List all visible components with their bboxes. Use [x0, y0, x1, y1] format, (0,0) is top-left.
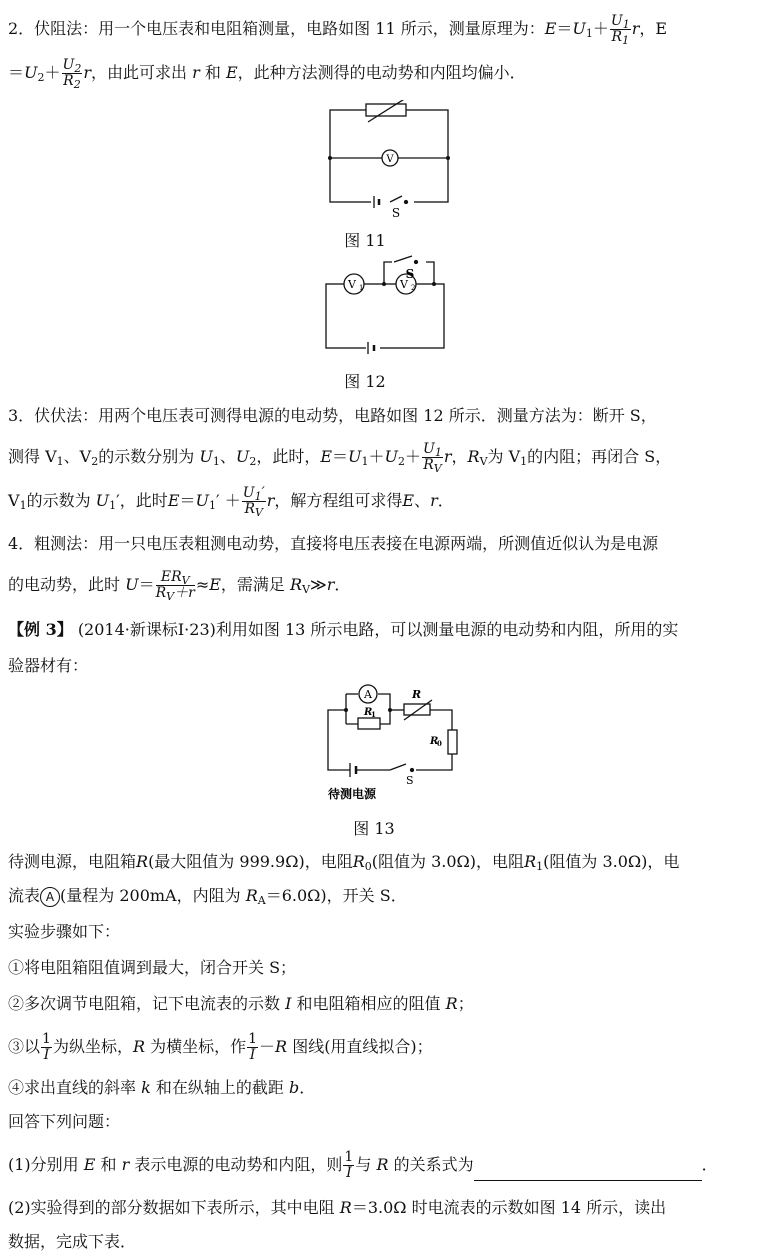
sub: V: [166, 590, 175, 603]
circuit-wire: [430, 710, 452, 730]
text: ＋: [44, 63, 61, 82]
fraction-ERV: [156, 570, 195, 601]
text: ＋: [405, 447, 422, 466]
text: (量程为 200mA，内阻为: [60, 886, 241, 905]
var-U: U: [195, 491, 209, 510]
figure-12-circuit: [318, 248, 478, 358]
fraction-1-over-I: [343, 1150, 354, 1181]
questions-title: [8, 1112, 120, 1132]
var-E: E: [544, 19, 557, 38]
text: U: [423, 441, 435, 457]
var-r: r: [121, 1155, 130, 1174]
text: 、V: [63, 447, 92, 466]
sub: V: [479, 455, 488, 468]
text: ④求出直线的斜率: [8, 1078, 137, 1097]
v1-sub: 1: [359, 284, 364, 292]
text: ＝: [332, 447, 349, 466]
text: 3．伏伏法：用两个电压表可测得电源的电动势，电路如图 12 所示．测量方法为：断开 S，: [8, 406, 657, 425]
text: ′: [116, 491, 120, 510]
text: ＋: [224, 491, 241, 510]
junction-dot: [432, 282, 436, 286]
switch-label: S: [405, 267, 415, 281]
text: U: [610, 13, 623, 29]
text: R: [155, 585, 167, 601]
var-R: R: [352, 852, 365, 871]
sub: 0: [364, 860, 372, 873]
sub: 1: [585, 27, 593, 40]
var-U: U: [572, 19, 586, 38]
text: ．: [437, 491, 454, 510]
figure-11-caption: 图 11: [344, 231, 386, 250]
text: r: [188, 585, 195, 601]
var-r: r: [430, 491, 438, 510]
text: 为纵坐标，: [52, 1037, 133, 1056]
sec3-line1: [8, 406, 657, 426]
text: ，需满足: [220, 575, 285, 594]
sub: 1: [212, 455, 220, 468]
text: ，解方程组可求得: [274, 491, 403, 510]
text: 的电动势，此时: [8, 575, 121, 594]
var-R: R: [275, 1037, 288, 1056]
switch-blade: [390, 764, 406, 770]
text: ＝: [556, 19, 573, 38]
circuit-wire: [326, 284, 444, 348]
text: －: [259, 1037, 276, 1056]
text: ．: [334, 575, 351, 594]
v1-label: V: [348, 278, 356, 291]
text: ≈: [195, 575, 210, 594]
text: ′: [216, 491, 220, 510]
r0-label: R: [430, 736, 439, 747]
question-2-line1: [8, 1198, 666, 1218]
switch-contact: [415, 261, 418, 264]
text: R: [244, 501, 256, 517]
var-E: E: [320, 447, 333, 466]
sec2-line2: [8, 58, 526, 89]
text: (2014·新课标Ⅰ·23)利用如图 13 所示电路，可以测量电源的电动势和内阻，所用的实: [77, 620, 679, 639]
r1-label: R: [364, 707, 373, 718]
text: ．: [299, 1078, 316, 1097]
var-E: E: [83, 1155, 96, 1174]
sub: V: [255, 506, 263, 519]
fraction-U1-R1: [610, 14, 631, 45]
sub: 1: [361, 455, 369, 468]
text: (阻值为 3.0Ω)，电: [543, 852, 680, 871]
var-R: R: [376, 1155, 389, 1174]
text: ，此种方法测得的电动势和内阻均偏小．: [237, 63, 526, 82]
steps-title: [8, 922, 120, 942]
question-1: [8, 1150, 718, 1181]
text: 4．粗测法：用一只电压表粗测电动势，直接将电压表接在电源两端，所测值近似认为是电源: [8, 534, 659, 553]
var-E: E: [402, 491, 415, 510]
text: 2．伏阻法：用一个电压表和电阻箱测量，电路如图 11 所示，测量原理为：: [8, 19, 545, 38]
sub: 1: [520, 455, 528, 468]
var-R: R: [467, 447, 480, 466]
text: 、: [414, 491, 431, 510]
example-line2: [8, 656, 88, 676]
var-E: E: [225, 63, 238, 82]
text: U: [242, 485, 255, 501]
figure-13-caption: 图 13: [353, 819, 395, 838]
text: R: [611, 29, 623, 45]
text: 、: [219, 447, 236, 466]
r0-sub: 0: [437, 739, 442, 748]
text: 表示电源的电动势和内阻，则: [134, 1155, 343, 1174]
var-R: R: [524, 852, 537, 871]
sub: 1: [536, 860, 544, 873]
fraction-U2-R2: [62, 58, 83, 89]
text: E: [160, 569, 172, 585]
voltmeter-label: V: [386, 154, 394, 165]
junction-dot: [446, 156, 450, 160]
junction-dot: [328, 156, 332, 160]
step-3: [8, 1032, 433, 1063]
text: 的示数分别为: [98, 447, 195, 466]
text: ，E: [639, 19, 668, 38]
ammeter-symbol: A: [40, 887, 60, 907]
sub: 2: [398, 455, 406, 468]
fraction-1-over-I: [41, 1032, 52, 1063]
text: ＝: [179, 491, 196, 510]
text: 的示数为: [26, 491, 91, 510]
text: V: [8, 491, 20, 510]
switch-label: S: [391, 206, 401, 220]
sub: 1: [19, 499, 27, 512]
text: 和: [204, 63, 221, 82]
text: I: [346, 1165, 352, 1181]
text: 流表: [8, 886, 41, 905]
r1-sub: 1: [371, 710, 376, 719]
text: 的关系式为: [393, 1155, 474, 1174]
text: R: [171, 569, 182, 585]
sub: 2: [73, 78, 81, 91]
text: U: [62, 57, 75, 73]
sub: 2: [74, 62, 82, 75]
sub: V: [302, 583, 311, 596]
text: ′: [261, 485, 265, 501]
text: ③以: [8, 1037, 41, 1056]
sec3-line2: 测得 $V_1$、$V_2$的示数分别为 $U_1$、$U_2$，此时，$E=U_1+U_2+$ $\frac{U_1}{R_V}$ r，$R_V$为 $V_1$的内阻；再闭合 S，: [8, 441, 672, 475]
var-I: I: [285, 994, 292, 1013]
figure-12-caption: 图 12: [344, 372, 386, 391]
text: ＋: [174, 585, 189, 601]
var-r: r: [443, 447, 452, 466]
resistance-box-r: [404, 704, 430, 715]
text: ＝: [8, 63, 25, 82]
text: 1: [344, 1149, 354, 1165]
source-label: 待测电源: [328, 787, 377, 801]
sub: A: [257, 894, 266, 907]
text: ②多次调节电阻箱，记下电流表的示数: [8, 994, 281, 1013]
var-R: R: [136, 852, 149, 871]
text: 为横坐标，作: [150, 1037, 247, 1056]
var-r: r: [326, 575, 335, 594]
text: 测得 V: [8, 447, 57, 466]
text: ＋: [368, 447, 385, 466]
sub: 1: [109, 499, 117, 512]
var-E: E: [167, 491, 180, 510]
text: 1: [42, 1031, 51, 1047]
var-U: U: [348, 447, 362, 466]
sub: 1: [209, 499, 216, 512]
v2-sub: 2: [411, 284, 416, 292]
sub: 1: [254, 490, 262, 503]
var-E: E: [209, 575, 221, 594]
text: 和电阻箱相应的阻值: [296, 994, 441, 1013]
sub: V: [181, 574, 190, 587]
text: 实验步骤如下：: [8, 922, 121, 941]
var-U: U: [95, 491, 110, 510]
question-2-line2: [8, 1232, 136, 1252]
junction-dot: [382, 282, 386, 286]
var-R: R: [132, 1037, 145, 1056]
materials-line1: [8, 852, 679, 872]
var-b: b: [289, 1078, 300, 1097]
circuit-wire: [416, 754, 452, 770]
var-R: R: [339, 1198, 352, 1217]
sub: 2: [249, 455, 257, 468]
step-2: [8, 994, 474, 1014]
materials-line2: [8, 886, 407, 907]
text: ＋: [592, 19, 609, 38]
var-U: U: [235, 447, 250, 466]
var-U: U: [24, 63, 38, 82]
step-4: [8, 1078, 315, 1098]
text: 和在纵轴上的截距: [155, 1078, 284, 1097]
sub: 2: [91, 455, 99, 468]
var-U: U: [199, 447, 213, 466]
switch-label: S: [406, 774, 414, 787]
fraction-U1p-RV: [242, 486, 266, 517]
sec4-line1: [8, 534, 658, 554]
r-label: R: [412, 688, 422, 701]
sub: 1: [434, 446, 442, 459]
text: 为 V: [487, 447, 521, 466]
var-R: R: [245, 886, 258, 905]
figure-13-circuit: [320, 680, 470, 805]
text: (最大阻值为 999.9Ω)，电阻: [148, 852, 353, 871]
text: ≫: [310, 575, 327, 594]
var-r: r: [266, 491, 275, 510]
text: I: [249, 1047, 256, 1063]
text: ．: [701, 1155, 718, 1174]
resistor-r0: [448, 730, 457, 754]
text: R: [63, 73, 74, 89]
text: 的内阻；再闭合 S，: [527, 447, 672, 466]
var-r: r: [192, 63, 200, 82]
text: R: [423, 457, 434, 473]
var-R: R: [445, 994, 458, 1013]
text: 待测电源，电阻箱: [8, 852, 137, 871]
ammeter-label: A: [364, 688, 372, 701]
text: ①将电阻箱阻值调到最大，闭合开关 S；: [8, 958, 297, 977]
step-1: [8, 958, 296, 978]
sub: 1: [622, 18, 630, 31]
text: 验器材有：: [8, 656, 89, 675]
text: (1)分别用: [8, 1155, 79, 1174]
text: (阻值为 3.0Ω)，电阻: [371, 852, 525, 871]
switch-contact: [411, 769, 414, 772]
sec4-line2: 的电动势，此时 U＝ $\frac{ER_V}{R_V+r}$ ≈E，需满足 $R_V≫r$．: [8, 569, 351, 603]
junction-dot: [344, 708, 348, 712]
text: 图线(用直线拟合)；: [292, 1037, 433, 1056]
var-k: k: [141, 1078, 151, 1097]
text: 1: [248, 1031, 258, 1047]
circuit-wire: [328, 710, 350, 770]
text: 和: [100, 1155, 117, 1174]
sub: V: [433, 462, 442, 475]
example-line1: [8, 620, 678, 640]
text: ＝6.0Ω)，开关 S．: [265, 886, 407, 905]
text: ，由此可求出: [90, 63, 187, 82]
junction-dot: [388, 708, 392, 712]
text: 数据，完成下表．: [8, 1232, 137, 1251]
fraction-U1-RV: [422, 442, 443, 473]
switch-contact: [405, 201, 408, 204]
var-U: U: [384, 447, 399, 466]
var-r: r: [631, 19, 640, 38]
example-tag: 【例 3】: [8, 620, 73, 639]
sub: 1: [56, 455, 64, 468]
text: (2)实验得到的部分数据如下表所示，其中电阻: [8, 1198, 335, 1217]
text: ，此时，: [256, 447, 321, 466]
v2-label: V: [400, 278, 408, 291]
sec3-line3: [8, 486, 454, 517]
text: ＝: [138, 575, 155, 594]
text: ，此时: [119, 491, 168, 510]
answer-blank[interactable]: [474, 1162, 702, 1181]
sub: 2: [37, 71, 45, 84]
var-r: r: [83, 63, 91, 82]
fraction-1-over-I: [247, 1032, 258, 1063]
text: ；: [457, 994, 474, 1013]
text: I: [43, 1047, 50, 1063]
var-R: R: [290, 575, 303, 594]
text: 回答下列问题：: [8, 1112, 121, 1131]
text: ＝3.0Ω 时电流表的示数如图 14 所示，读出: [351, 1198, 667, 1217]
figure-11-circuit: [318, 100, 468, 220]
sub: 1: [622, 34, 630, 47]
text: 与: [355, 1155, 372, 1174]
sec2-line1: [8, 14, 667, 45]
resistor-r1: [358, 718, 380, 729]
